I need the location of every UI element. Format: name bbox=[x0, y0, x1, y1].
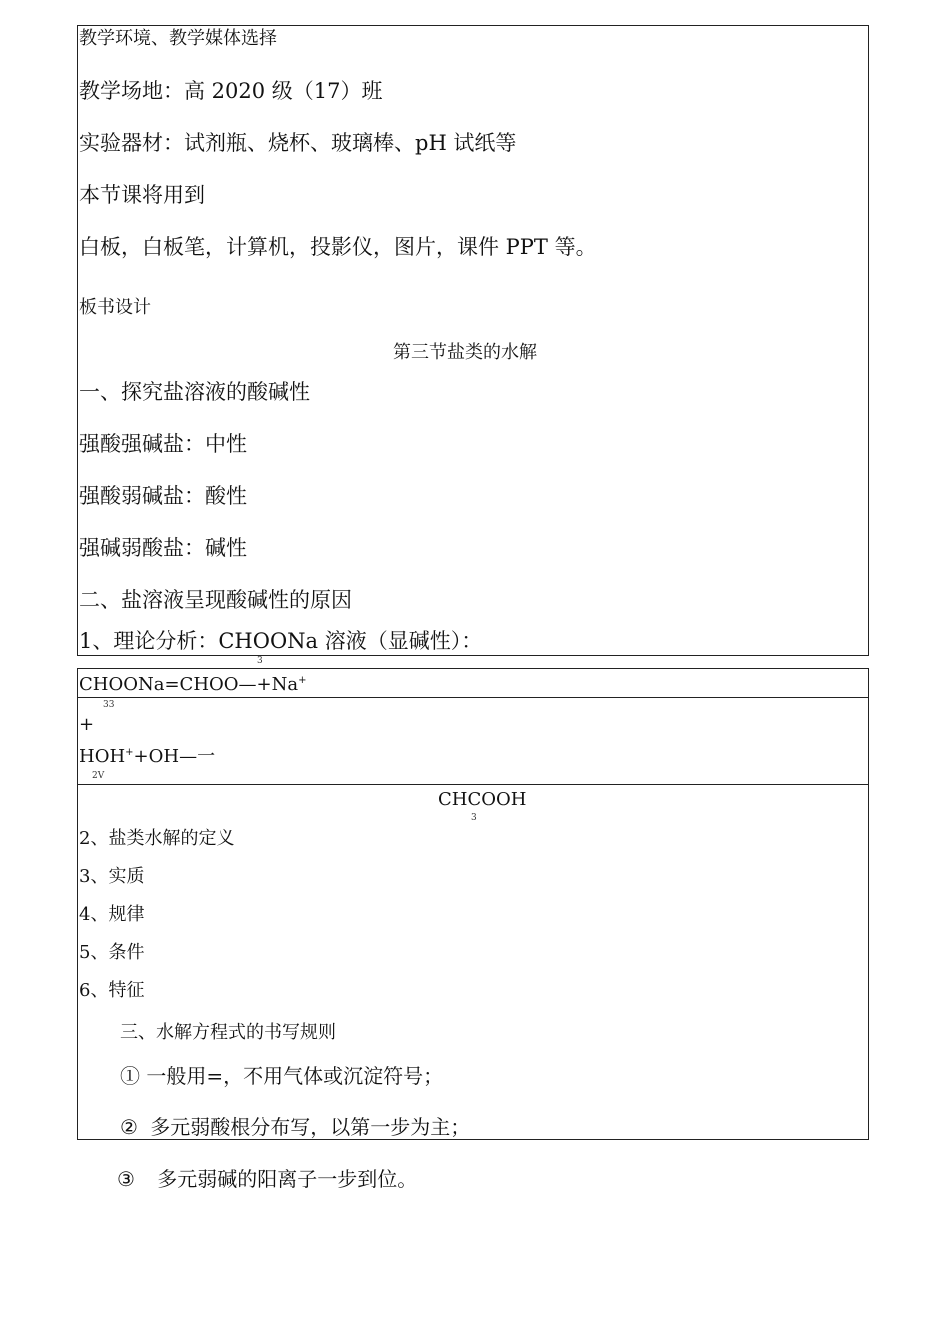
equation-water-hoh: HOH bbox=[79, 746, 126, 767]
equation-dissociation-text: CHOONa=CHOO—+Na bbox=[79, 674, 299, 695]
product-acetic-acid: CHCOOH bbox=[438, 789, 527, 810]
basic-line: 强碱弱酸盐：碱性 bbox=[79, 536, 247, 560]
board-design-heading: 板书设计 bbox=[79, 297, 151, 318]
equation-dissociation bbox=[79, 676, 306, 694]
item-conditions: 5、条件 bbox=[79, 942, 145, 963]
part1-heading: 一、探究盐溶液的酸碱性 bbox=[79, 380, 310, 404]
table-section-1 bbox=[77, 25, 869, 656]
rule-2 bbox=[120, 1117, 470, 1137]
rule-3 bbox=[117, 1169, 417, 1189]
rule-2-text: 多元弱酸根分布写，以第一步为主； bbox=[150, 1115, 471, 1139]
media-line: 白板，白板笔，计算机，投影仪，图片，课件 PPT 等。 bbox=[79, 235, 597, 259]
plus-sign: + bbox=[79, 714, 95, 735]
row-divider bbox=[77, 697, 869, 698]
charge-plus: + bbox=[125, 747, 134, 758]
subscript-2v: 2V bbox=[92, 771, 105, 781]
lesson-title: 第三节盐类的水解 bbox=[393, 342, 537, 363]
item-essence: 3、实质 bbox=[79, 866, 145, 887]
item-definition: 2、盐类水解的定义 bbox=[79, 828, 235, 849]
rule-2-number: ② bbox=[120, 1115, 138, 1139]
acidic-line: 强酸弱碱盐：酸性 bbox=[79, 484, 247, 508]
subscript-33: 33 bbox=[103, 700, 115, 710]
part2-heading: 二、盐溶液呈现酸碱性的原因 bbox=[79, 588, 352, 612]
product-subscript: 3 bbox=[471, 813, 477, 823]
item-features: 6、特征 bbox=[79, 980, 145, 1001]
analysis-line: 1、理论分析：CHOONa 溶液（显碱性）： bbox=[79, 629, 483, 653]
equation-water-rest: +OH—一 bbox=[133, 746, 216, 767]
rule-1-text: 一般用=，不用气体或沉淀符号； bbox=[146, 1064, 444, 1088]
will-use-line: 本节课将用到 bbox=[79, 183, 205, 207]
item-rules: 4、规律 bbox=[79, 904, 145, 925]
rule-3-text: 多元弱碱的阳离子一步到位。 bbox=[157, 1167, 418, 1191]
neutral-line: 强酸强碱盐：中性 bbox=[79, 432, 247, 456]
subscript-3: 3 bbox=[257, 656, 263, 666]
rule-1-number: ① bbox=[120, 1064, 140, 1088]
rule-1 bbox=[120, 1066, 443, 1086]
equation-water bbox=[79, 748, 215, 766]
part3-heading: 三、水解方程式的书写规则 bbox=[120, 1022, 336, 1043]
rule-3-number: ③ bbox=[117, 1167, 135, 1191]
section-heading-environment: 教学环境、教学媒体选择 bbox=[79, 28, 277, 49]
venue-line: 教学场地：高 2020 级（17）班 bbox=[79, 79, 383, 103]
charge-plus: + bbox=[298, 675, 307, 686]
equipment-line: 实验器材：试剂瓶、烧杯、玻璃棒、pH 试纸等 bbox=[79, 131, 517, 155]
